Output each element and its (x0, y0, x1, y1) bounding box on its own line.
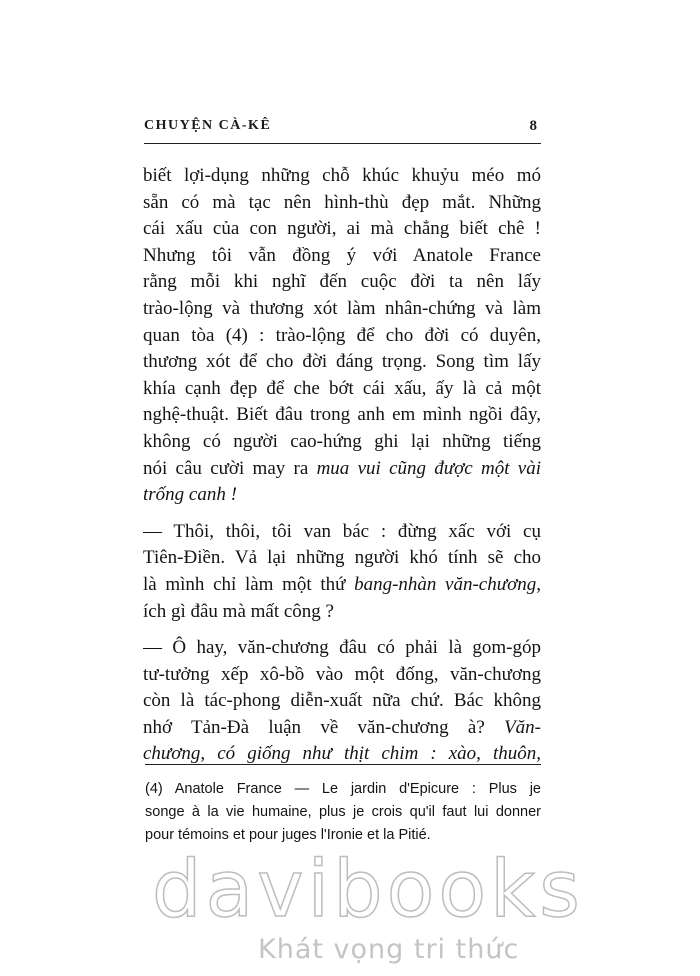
text-line: không có người cao-hứng ghi lại những tiếng (143, 430, 541, 452)
text-line (143, 572, 541, 599)
italic-quote: chương, có giống như thịt chim : xào, thuôn, (143, 743, 541, 765)
text-line: rằng mỗi khi nghĩ đến cuộc đời ta nên lấy (143, 271, 541, 293)
footnote-line: (4) Anatole France — Le jardin d'Epicure : Plus je (145, 781, 541, 797)
text-line: trào-lộng và thương xót làm nhân-chứng và làm (143, 297, 541, 319)
text-line: — Ô hay, văn-chương đâu có phải là gom-góp (143, 637, 541, 659)
footnote-line: pour témoins et pour juges l'Ironie et la Pitié. (145, 827, 431, 843)
italic-quote: trống canh ! (143, 484, 237, 506)
text-line: Tiên-Điền. Vả lại những người khó tính sẽ cho (143, 547, 541, 569)
running-title: CHUYỆN CÀ-KÊ (144, 118, 272, 133)
text-line: sẵn có mà tạc nên hình-thù đẹp mắt. Những (143, 191, 541, 213)
footnote-rule (145, 764, 541, 765)
watermark-brand: davibooks (152, 845, 584, 935)
footnote (145, 778, 541, 847)
text-run: là mình chỉ làm một thứ (143, 573, 355, 595)
italic-quote: Văn- (504, 716, 541, 738)
running-header (144, 118, 541, 140)
paragraph-gap (143, 509, 541, 519)
text-line: khía cạnh đẹp để che bớt cái xấu, ấy là cả một (143, 377, 541, 399)
text-line (143, 715, 541, 742)
text-line: nghệ-thuật. Biết đâu trong anh em mình ngồi đây, (143, 404, 541, 426)
italic-quote: mua vui cũng được một vài (316, 457, 541, 479)
text-line: cái xấu của con người, ai mà chẳng biết chê ! (143, 218, 541, 240)
watermark-tagline: Khát vọng tri thức (258, 934, 520, 965)
text-line (143, 456, 541, 483)
footnote-line: songe à la vie humaine, plus je crois qu'il faut lui donner (145, 804, 541, 820)
text-run: nói câu cười may ra (143, 457, 317, 479)
page-number: 8 (529, 118, 537, 134)
text-run: nhớ Tản-Đà luận về văn-chương à? (143, 716, 505, 738)
text-line: thương xót để cho đời đáng trọng. Song tìm lấy (143, 351, 541, 373)
header-rule (144, 143, 541, 144)
text-line: Nhưng tôi vẫn đồng ý với Anatole France (143, 244, 541, 266)
body-text (143, 163, 541, 768)
watermark (140, 845, 584, 975)
italic-term: bang-nhàn văn-chương, (354, 573, 541, 595)
text-line: quan tòa (4) : trào-lộng để cho đời có duyên, (143, 324, 541, 346)
text-line: còn là tác-phong diễn-xuất nữa chứ. Bác không (143, 690, 541, 712)
text-line: tư-tưởng xếp xô-bồ vào một đống, văn-chương (143, 663, 541, 685)
text-line: biết lợi-dụng những chỗ khúc khuỷu méo mó (143, 165, 541, 186)
text-line: ích gì đâu mà mất công ? (143, 600, 334, 622)
text-line: — Thôi, thôi, tôi van bác : đừng xấc với cụ (143, 520, 541, 542)
paragraph-gap (143, 625, 541, 635)
